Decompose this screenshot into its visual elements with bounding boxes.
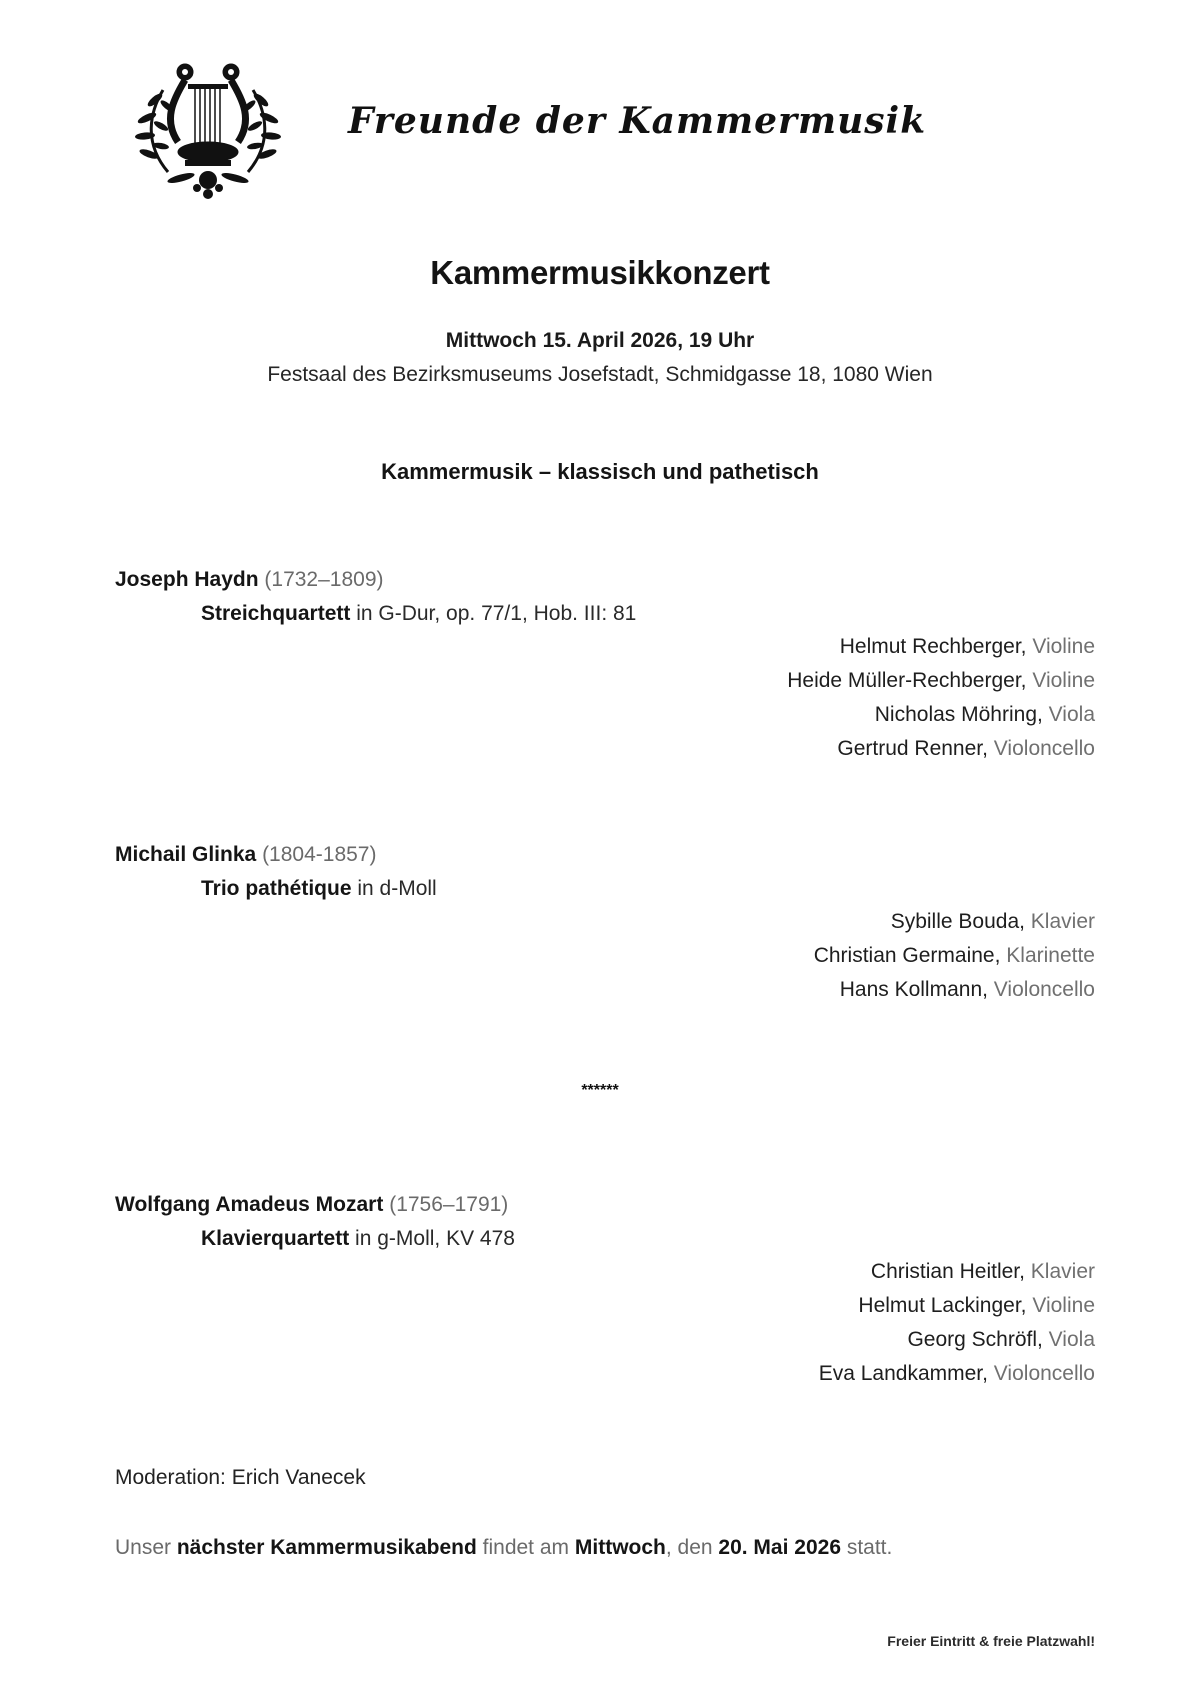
player-item	[819, 1255, 1095, 1289]
player-item	[787, 698, 1095, 732]
player-instrument: Violoncello	[987, 1362, 1095, 1385]
player-name: Nicholas Möhring,	[874, 703, 1043, 726]
composer-years: (1756–1791)	[389, 1193, 509, 1216]
player-item	[814, 939, 1095, 973]
player-instrument: Viola	[1042, 703, 1095, 726]
player-instrument: Violoncello	[987, 737, 1095, 760]
player-item	[819, 1289, 1095, 1323]
player-item	[787, 732, 1095, 766]
player-name: Hans Kollmann,	[839, 978, 988, 1001]
player-name: Eva Landkammer,	[818, 1362, 988, 1385]
composer-line	[115, 1193, 508, 1217]
composer-name: Joseph Haydn	[115, 568, 259, 591]
event-date: Mittwoch 15. April 2026, 19 Uhr	[445, 329, 755, 352]
player-item	[787, 630, 1095, 664]
player-name: Helmut Rechberger,	[839, 635, 1027, 658]
work-details: in d-Moll	[351, 877, 437, 900]
lyre-icon	[133, 60, 283, 202]
page-title: Kammermusikkonzert	[430, 254, 770, 291]
player-instrument: Violoncello	[987, 978, 1095, 1001]
player-name: Gertrud Renner,	[837, 737, 988, 760]
intermission-separator: ******	[581, 1082, 619, 1099]
next-event-text: findet am	[476, 1536, 575, 1559]
next-event-text: Unser	[115, 1536, 177, 1559]
player-instrument: Viola	[1042, 1328, 1095, 1351]
player-instrument: Klarinette	[1000, 944, 1095, 967]
player-instrument: Klavier	[1024, 910, 1095, 933]
footer-note: Freier Eintritt & freie Platzwahl!	[887, 1633, 1095, 1649]
player-list	[819, 1255, 1095, 1391]
player-item	[819, 1357, 1095, 1391]
player-list	[787, 630, 1095, 766]
player-name: Christian Germaine,	[813, 944, 1001, 967]
work-title: Streichquartett	[201, 602, 351, 625]
next-event-emphasis: nächster Kammermusikabend	[176, 1536, 477, 1559]
player-name: Christian Heitler,	[870, 1260, 1025, 1283]
player-list	[814, 905, 1095, 1007]
player-name: Sybille Bouda,	[890, 910, 1025, 933]
player-instrument: Violine	[1026, 635, 1095, 658]
program-subtitle: Kammermusik – klassisch und pathetisch	[381, 459, 819, 484]
composer-years: (1732–1809)	[264, 568, 384, 591]
work-line	[201, 602, 636, 626]
player-item	[787, 664, 1095, 698]
next-event-text: , den	[665, 1536, 719, 1559]
composer-name: Michail Glinka	[115, 843, 257, 866]
work-title: Trio pathétique	[201, 877, 352, 900]
next-event-line	[115, 1536, 892, 1560]
player-item	[819, 1323, 1095, 1357]
composer-line	[115, 568, 384, 592]
player-instrument: Klavier	[1024, 1260, 1095, 1283]
lyre-wreath-logo	[133, 60, 283, 202]
moderation-line: Moderation: Erich Vanecek	[115, 1466, 366, 1489]
composer-name: Wolfgang Amadeus Mozart	[115, 1193, 384, 1216]
composer-line	[115, 843, 376, 867]
work-title: Klavierquartett	[201, 1227, 350, 1250]
player-item	[814, 973, 1095, 1007]
player-item	[814, 905, 1095, 939]
work-details: in G-Dur, op. 77/1, Hob. III: 81	[350, 602, 637, 625]
next-event-weekday: Mittwoch	[574, 1536, 666, 1559]
work-details: in g-Moll, KV 478	[349, 1227, 515, 1250]
work-line	[201, 877, 437, 901]
next-event-date: 20. Mai 2026	[718, 1536, 841, 1559]
player-instrument: Violine	[1026, 669, 1095, 692]
event-venue: Festsaal des Bezirksmuseums Josefstadt, Schmidgasse 18, 1080 Wien	[267, 363, 933, 386]
player-name: Heide Müller-Rechberger,	[787, 669, 1027, 692]
player-name: Helmut Lackinger,	[858, 1294, 1027, 1317]
org-name: Freunde der Kammermusik	[348, 100, 927, 142]
work-line	[201, 1227, 515, 1251]
player-instrument: Violine	[1026, 1294, 1095, 1317]
composer-years: (1804-1857)	[262, 843, 377, 866]
next-event-text: statt.	[841, 1536, 893, 1559]
player-name: Georg Schröfl,	[907, 1328, 1043, 1351]
